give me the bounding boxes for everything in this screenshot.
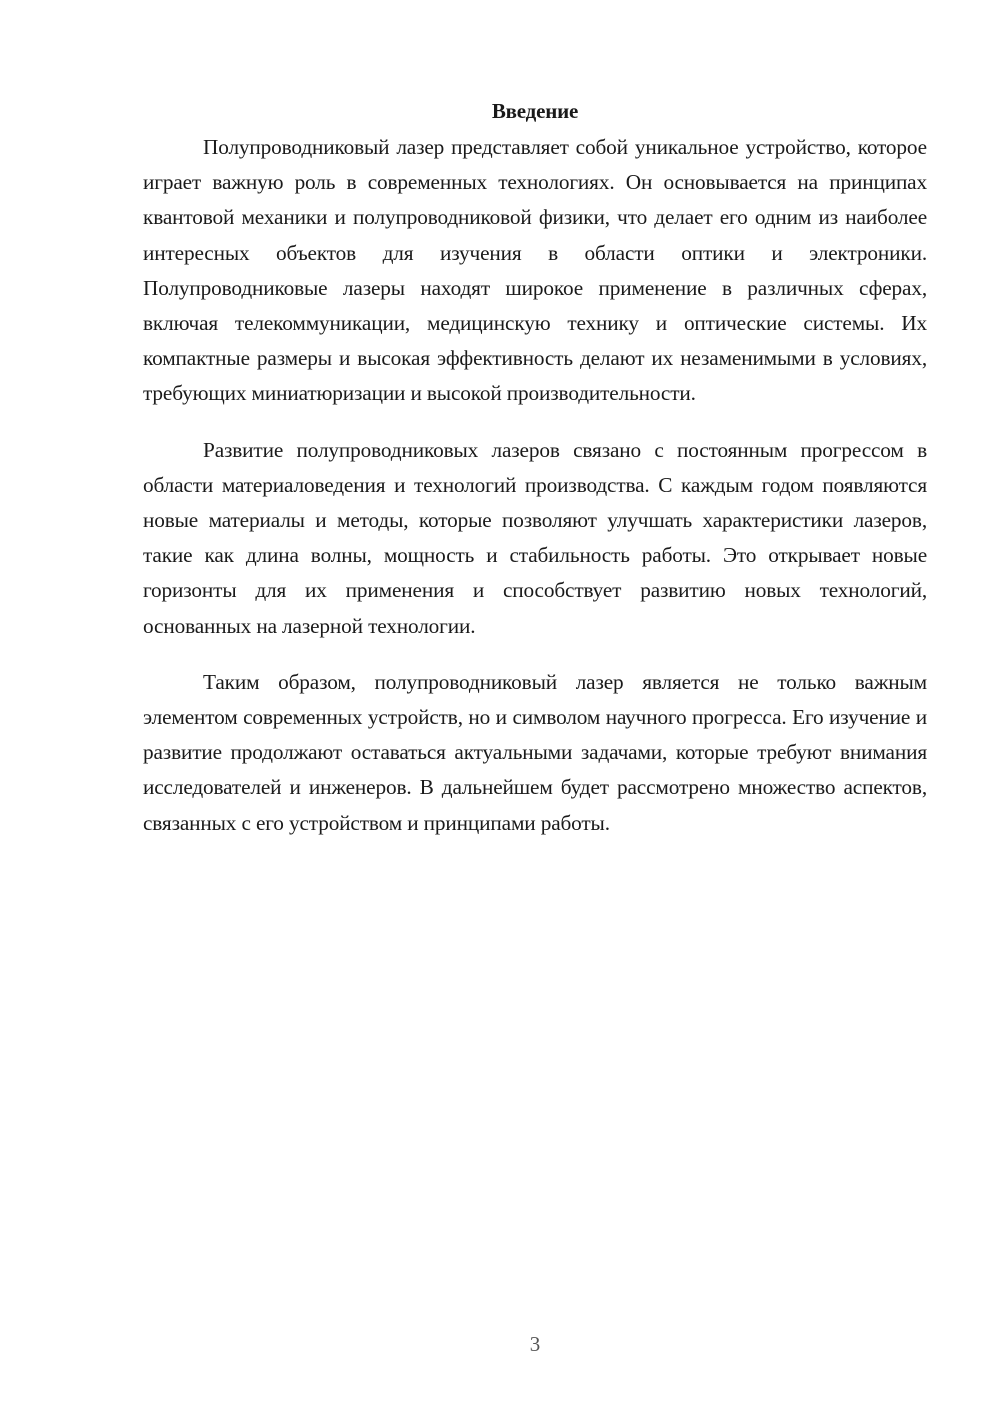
section-title: Введение [491,99,579,123]
paragraph-1: Полупроводниковый лазер представляет собой уникальное устройство, которое играет важную роль в современных технологиях. Он основывается на принципах квантовой механики и полупроводниковой физики, что делает его одним из наиболее интересных объектов для изучения в области оптики и электроники. Полупроводниковые лазеры находят широкое применение в различных сферах, включая телекоммуникации, медицинскую технику и оптические системы. Их компактные размеры и высокая эффективность делают их незаменимыми в условиях, требующих миниатюризации и высокой производительности. [143,135,927,406]
paragraph-2: Развитие полупроводниковых лазеров связано с постоянным прогрессом в области материаловедения и технологий производства. С каждым годом появляются новые материалы и методы, которые позволяют улучшать характеристики лазеров, такие как длина волны, мощность и стабильность работы. Это открывает новые горизонты для их применения и способствует развитию новых технологий, основанных на лазерной технологии. [143,437,927,638]
page-content [143,96,927,862]
page-number: 3 [529,1332,541,1356]
paragraph-3: Таким образом, полупроводниковый лазер является не только важным элементом современных устройств, но и символом научного прогресса. Его изучение и развитие продолжают оставаться актуальными задачами, которые требуют внимания исследователей и инженеров. В дальнейшем будет рассмотрено множество аспектов, связанных с его устройством и принципами работы. [143,669,927,835]
